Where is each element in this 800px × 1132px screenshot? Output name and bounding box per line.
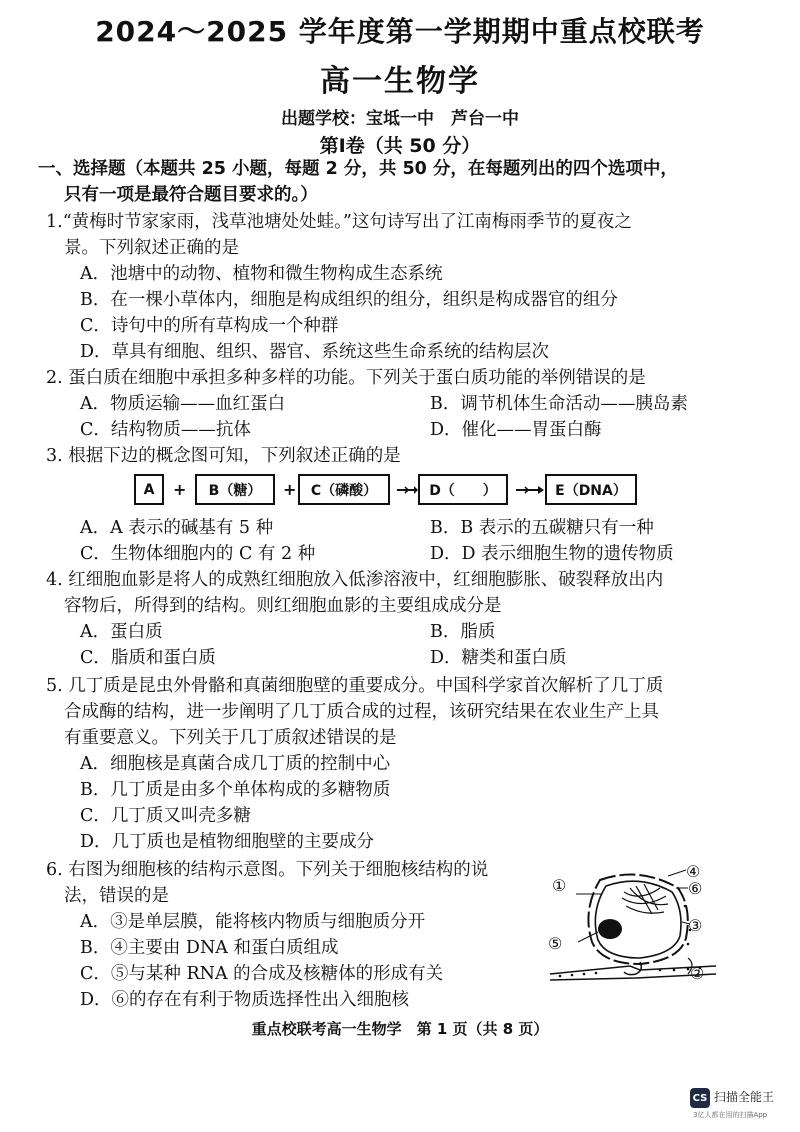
arrow-icon-1: →	[396, 480, 410, 499]
q5-option-a: A．细胞核是真菌合成几丁质的控制中心	[80, 754, 391, 774]
concept-box-b: B（糖）	[195, 474, 275, 505]
diagram-label-1: ①	[552, 876, 567, 895]
q2-option-c: C．结构物质——抗体	[80, 420, 251, 440]
q4-option-a: A．蛋白质	[80, 622, 163, 642]
diagram-label-3: ③	[688, 916, 703, 935]
q5-option-d: D．几丁质也是植物细胞壁的主要成分	[80, 832, 375, 852]
exam-subject: 高一生物学	[320, 64, 480, 99]
q4-option-c: C．脂质和蛋白质	[80, 648, 216, 668]
q4-stem: 4. 红细胞血影是将人的成熟红细胞放入低渗溶液中，红细胞膨胀、破裂释放出内	[46, 570, 664, 590]
arrow-icon-2: →	[516, 480, 530, 499]
q3-option-c: C．生物体细胞内的 C 有 2 种	[80, 544, 316, 564]
q5-stem-cont-1: 合成酶的结构，进一步阐明了几丁质合成的过程，该研究结果在农业生产上具	[64, 702, 659, 722]
q3-option-a: A．A 表示的碱基有 5 种	[80, 518, 274, 538]
plus-sign-2: +	[283, 480, 297, 499]
concept-box-e: E（DNA）	[545, 474, 637, 505]
diagram-label-5: ⑤	[548, 934, 563, 953]
camscanner-logo: CS	[690, 1088, 710, 1108]
q2-option-a: A．物质运输——血红蛋白	[80, 394, 286, 414]
q1-option-b: B．在一棵小草体内，细胞是构成组织的组分，组织是构成器官的组分	[80, 290, 618, 310]
q1-stem: 1.“黄梅时节家家雨，浅草池塘处处蛙。”这句诗写出了江南梅雨季节的夏夜之	[46, 212, 632, 232]
q6-stem: 6. 右图为细胞核的结构示意图。下列关于细胞核结构的说	[46, 860, 489, 880]
q6-option-b: B．④主要由 DNA 和蛋白质组成	[80, 938, 339, 958]
section-instructions-1: 一、选择题（本题共 25 小题，每题 2 分，共 50 分，在每题列出的四个选项中，	[38, 159, 678, 179]
q5-stem-cont-2: 有重要意义。下列关于几丁质叙述错误的是	[64, 728, 397, 748]
diagram-label-2: ②	[690, 964, 705, 983]
q6-option-c: C．⑤与某种 RNA 的合成及核糖体的形成有关	[80, 964, 444, 984]
plus-sign-1: +	[173, 480, 187, 499]
q4-option-d: D．糖类和蛋白质	[430, 648, 567, 668]
page-footer: 重点校联考高一生物学 第 1 页（共 8 页）	[251, 1020, 549, 1038]
concept-box-c: C（磷酸）	[298, 474, 390, 505]
q2-option-d: D．催化——胃蛋白酶	[430, 420, 602, 440]
q3-stem: 3. 根据下边的概念图可知，下列叙述正确的是	[46, 446, 401, 466]
section-instructions-2: 只有一项是最符合题目要求的。）	[64, 185, 318, 205]
camscanner-tagline: 3亿人都在用的扫描App	[693, 1111, 768, 1119]
q1-option-a: A．池塘中的动物、植物和微生物构成生态系统	[80, 264, 443, 284]
q5-option-b: B．几丁质是由多个单体构成的多糖物质	[80, 780, 391, 800]
q4-option-b: B．脂质	[430, 622, 496, 642]
q5-stem: 5. 几丁质是昆虫外骨骼和真菌细胞壁的重要成分。中国科学家首次解析了几丁质	[46, 676, 664, 696]
diagram-label-6: ⑥	[688, 879, 703, 898]
exam-schools: 出题学校：宝坻一中 芦台一中	[281, 109, 519, 129]
q2-option-b: B．调节机体生命活动——胰岛素	[430, 394, 688, 414]
q5-option-c: C．几丁质又叫壳多糖	[80, 806, 251, 826]
q6-option-a: A．③是单层膜，能将核内物质与细胞质分开	[80, 912, 426, 932]
q4-stem-cont: 容物后，所得到的结构。则红细胞血影的主要组成成分是	[64, 596, 502, 616]
q6-option-d: D．⑥的存在有利于物质选择性出入细胞核	[80, 990, 410, 1010]
camscanner-name: 扫描全能王	[714, 1090, 775, 1104]
q6-stem-cont: 法，错误的是	[64, 886, 169, 906]
q3-option-d: D．D 表示细胞生物的遗传物质	[430, 544, 674, 564]
q1-stem-cont: 景。下列叙述正确的是	[64, 238, 239, 258]
q2-stem: 2. 蛋白质在细胞中承担多种多样的功能。下列关于蛋白质功能的举例错误的是	[46, 368, 646, 388]
concept-box-d: D（ ）	[418, 474, 508, 505]
q3-option-b: B．B 表示的五碳糖只有一种	[430, 518, 654, 538]
exam-volume: 第Ⅰ卷（共 50 分）	[319, 135, 481, 157]
exam-title: 2024～2025 学年度第一学期期中重点校联考	[95, 15, 705, 48]
diagram-label-4: ④	[686, 862, 701, 881]
concept-box-a: A	[134, 474, 164, 505]
q1-option-d: D．草具有细胞、组织、器官、系统这些生命系统的结构层次	[80, 342, 550, 362]
q1-option-c: C．诗句中的所有草构成一个种群	[80, 316, 339, 336]
